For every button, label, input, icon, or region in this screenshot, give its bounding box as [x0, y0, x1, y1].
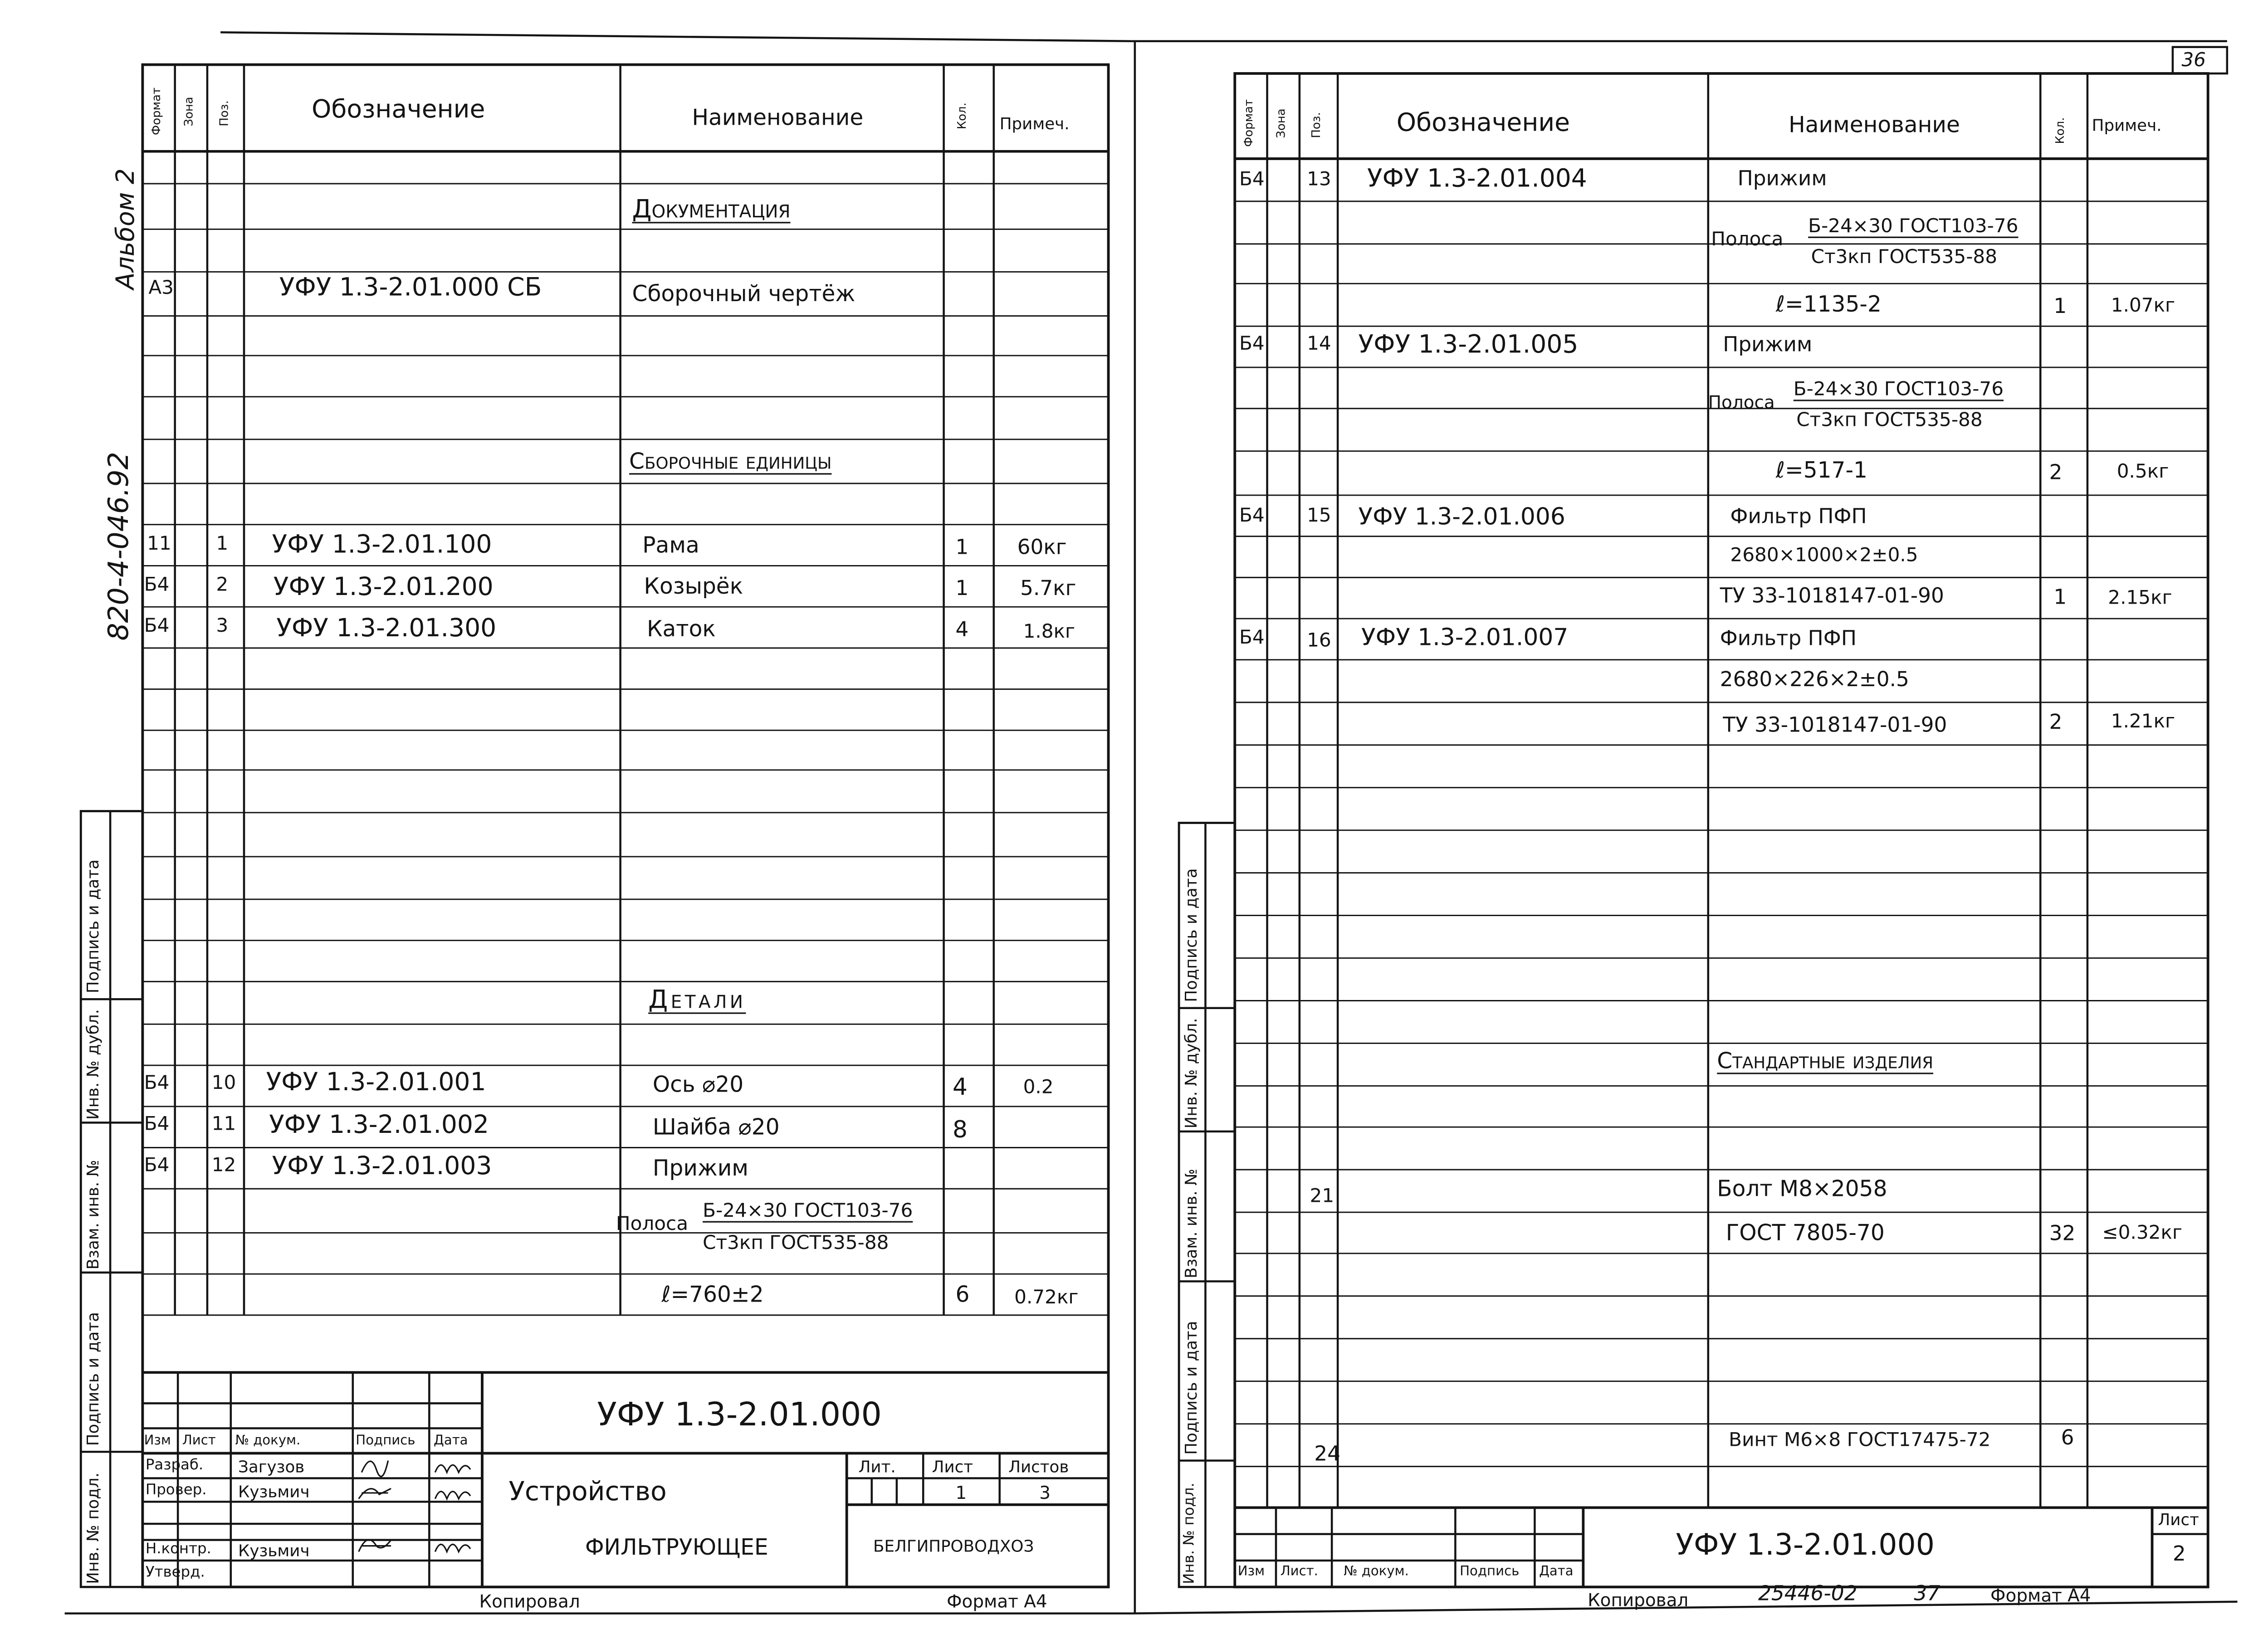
row-designation: УФУ 1.3-2.01.200	[273, 573, 494, 603]
tb-sheet-label: Лист	[932, 1458, 973, 1477]
row-name: Шайба ⌀20	[652, 1113, 780, 1141]
section-assemblies: Сборочные единицы	[629, 448, 832, 475]
row-format: А3	[148, 278, 174, 300]
header-qty: Кол.	[2053, 117, 2067, 144]
row-pos: 15	[1307, 505, 1331, 528]
row-name: Прижим	[1723, 333, 1813, 357]
tb-head-doc: № докум.	[1344, 1565, 1409, 1580]
header-designation: Обозначение	[1396, 108, 1570, 138]
section-documentation: Документация	[632, 195, 791, 225]
row-note: 2.15кг	[2108, 588, 2172, 610]
row-name: Сборочный чертёж	[632, 280, 855, 307]
tb-role: Утверд.	[145, 1565, 205, 1581]
row-designation: УФУ 1.3-2.01.300	[276, 614, 497, 644]
tb-organization: БЕЛГИПРОВОДХОЗ	[873, 1537, 1034, 1556]
tb-designation: УФУ 1.3-2.01.000	[1676, 1527, 1935, 1562]
row-pos: 11	[211, 1113, 236, 1136]
row-designation: УФУ 1.3-2.01.005	[1358, 331, 1579, 360]
strip-bottom: Ст3кп ГОСТ535-88	[703, 1233, 889, 1255]
row-designation: УФУ 1.3-2.01.100	[272, 530, 492, 560]
sheet1-code-label: 820-4-046.92	[103, 452, 136, 641]
side-label-original-inv: Инв. № подл.	[1182, 1483, 1198, 1584]
tb-sheet-value: 2	[2172, 1543, 2186, 1566]
side-label-signature-bottom: Подпись и дата	[1182, 1321, 1201, 1455]
tb-head-sheet: Лист	[182, 1434, 216, 1449]
header-pos: Поз.	[217, 100, 231, 127]
bolt-pos: 21	[1310, 1185, 1334, 1208]
tb-head-change: Изм	[1237, 1565, 1265, 1580]
row-qty: 2	[2049, 461, 2063, 485]
bolt-note: ≤0.32кг	[2102, 1222, 2183, 1245]
footer-format: Формат А4	[947, 1591, 1047, 1612]
row-spec: ТУ 33-1018147-01-90	[1720, 585, 1944, 609]
side-label-signature-bottom: Подпись и дата	[83, 1312, 103, 1446]
row-pos: 3	[216, 615, 229, 638]
row-format: Б4	[144, 1113, 170, 1136]
tb-head-date: Дата	[434, 1434, 468, 1449]
header-zone: Зона	[182, 97, 196, 127]
side-label-original-inv: Инв. № подл.	[83, 1472, 103, 1584]
row-qty: 1	[2053, 295, 2067, 319]
row-qty: 2	[2049, 711, 2063, 735]
header-note: Примеч.	[2092, 116, 2162, 136]
footer-order: 25446-02	[1758, 1582, 1857, 1606]
side-label-dup-inv: Инв. № дубл.	[1182, 1018, 1201, 1129]
length-value: ℓ=760±2	[661, 1281, 764, 1308]
row-qty: 1	[2053, 586, 2067, 610]
header-name: Наименование	[1789, 112, 1960, 138]
header-designation: Обозначение	[312, 95, 485, 125]
row-pos: 13	[1307, 169, 1331, 191]
row-name: Каток	[646, 615, 716, 642]
tb-title-line2: ФИЛЬТРУЮЩЕЕ	[585, 1534, 768, 1561]
row-designation: УФУ 1.3-2.01.002	[269, 1111, 489, 1141]
tb-head-date: Дата	[1539, 1565, 1574, 1580]
row-qty: 1	[955, 577, 969, 601]
tb-head-change: Изм	[144, 1434, 171, 1449]
footer-copied: Копировал	[479, 1591, 580, 1612]
tb-role: Н.контр.	[145, 1541, 211, 1558]
row-designation: УФУ 1.3-2.01.006	[1358, 502, 1565, 531]
side-label-signature-top: Подпись и дата	[1182, 868, 1201, 1002]
row-pos: 14	[1307, 333, 1331, 356]
tb-sheets-label: Листов	[1008, 1458, 1069, 1477]
row-name: Прижим	[652, 1155, 749, 1182]
row-format: Б4	[144, 1073, 170, 1095]
header-zone: Зона	[1274, 108, 1288, 138]
tb-head-signature: Подпись	[1460, 1565, 1520, 1580]
section-details: Детали	[648, 986, 746, 1015]
bolt-line2: ГОСТ 7805-70	[1725, 1219, 1885, 1246]
row-pos: 1	[216, 533, 229, 556]
header-format: Формат	[1242, 99, 1256, 147]
tb-sheet-label: Лист	[2158, 1510, 2199, 1530]
row-designation: УФУ 1.3-2.01.004	[1367, 164, 1587, 194]
row-note: 1.07кг	[2111, 295, 2175, 317]
sheet1-album-label: Альбом 2	[112, 168, 142, 290]
row-note: 5.7кг	[1020, 577, 1076, 601]
row-note: 1.21кг	[2111, 711, 2175, 733]
screw-name: Винт М6×8 ГОСТ17475-72	[1729, 1429, 1991, 1452]
row-pos: 10	[211, 1073, 236, 1095]
page-number: 36	[2181, 50, 2206, 72]
row-format: 11	[147, 533, 171, 556]
tb-title-line1: Устройство	[508, 1477, 667, 1508]
row-format: Б4	[1239, 505, 1265, 528]
row-qty: 8	[953, 1115, 968, 1143]
row-name: Прижим	[1737, 167, 1827, 191]
bolt-line1: Болт М8×2058	[1717, 1176, 1887, 1202]
header-name: Наименование	[692, 104, 864, 131]
row-pos: 16	[1307, 630, 1331, 653]
row-format: Б4	[144, 1155, 170, 1177]
screw-qty: 6	[2061, 1427, 2074, 1450]
tb-head-doc: № докум.	[235, 1434, 301, 1449]
row-format: Б4	[1239, 169, 1265, 191]
row-designation: УФУ 1.3-2.01.003	[272, 1152, 492, 1182]
row-pos: 12	[211, 1155, 236, 1177]
bolt-qty: 32	[2049, 1222, 2076, 1246]
strip-top: Б-24×30 ГОСТ103-76	[1793, 379, 2004, 401]
row-note: 0.5кг	[2116, 461, 2169, 483]
row-designation: УФУ 1.3-2.01.001	[266, 1068, 486, 1098]
row-qty: 4	[953, 1073, 968, 1101]
side-label-dup-inv: Инв. № дубл.	[83, 1009, 103, 1120]
footer-format: Формат А4	[1990, 1585, 2091, 1606]
row-format: Б4	[144, 615, 170, 638]
row-note: 60кг	[1017, 536, 1067, 560]
strip-top: Б-24×30 ГОСТ103-76	[1808, 216, 2019, 238]
tb-sheets-value: 3	[1039, 1483, 1051, 1503]
row-name: Фильтр ПФП	[1730, 505, 1867, 529]
row-dims: 2680×226×2±0.5	[1720, 668, 1909, 693]
row-length: ℓ=517-1	[1775, 457, 1867, 483]
strip-bottom: Ст3кп ГОСТ535-88	[1796, 410, 1983, 432]
tb-person: Кузьмич	[238, 1541, 310, 1561]
row-designation: УФУ 1.3-2.01.007	[1361, 623, 1569, 651]
screw-pos: 24	[1314, 1443, 1341, 1467]
row-name: Рама	[642, 532, 699, 559]
row-format: Б4	[144, 574, 170, 597]
row-format: Б4	[1239, 333, 1265, 356]
side-label-replace-inv: Взам. инв. №	[1182, 1168, 1201, 1278]
header-note: Примеч.	[999, 114, 1070, 134]
length-qty: 6	[955, 1281, 970, 1308]
header-pos: Поз.	[1310, 112, 1323, 138]
tb-lit-label: Лит.	[858, 1458, 896, 1477]
row-qty: 4	[955, 619, 969, 642]
row-pos: 2	[216, 574, 229, 597]
side-label-replace-inv: Взам. инв. №	[83, 1160, 103, 1270]
row-name: Козырёк	[644, 573, 743, 600]
row-name: Фильтр ПФП	[1720, 627, 1857, 651]
row-length: ℓ=1135-2	[1775, 291, 1882, 317]
row-designation: УФУ 1.3-2.01.000 СБ	[279, 273, 542, 303]
footer-page: 37	[1914, 1582, 1941, 1606]
section-standard-items: Стандартные изделия	[1717, 1048, 1934, 1074]
row-name: Ось ⌀20	[652, 1071, 744, 1098]
row-note: 0.2	[1023, 1077, 1054, 1099]
row-format: Б4	[1239, 627, 1265, 650]
tb-role: Разраб.	[145, 1458, 204, 1474]
strip-top: Б-24×30 ГОСТ103-76	[703, 1200, 913, 1223]
side-label-signature-top: Подпись и дата	[83, 859, 103, 994]
tb-role: Провер.	[145, 1483, 207, 1499]
footer-copied: Копировал	[1588, 1590, 1689, 1611]
row-spec: ТУ 33-1018147-01-90	[1723, 714, 1947, 738]
header-format: Формат	[150, 87, 163, 136]
tb-person: Загузов	[238, 1458, 305, 1477]
header-qty: Кол.	[955, 102, 969, 130]
row-dims: 2680×1000×2±0.5	[1730, 545, 1918, 567]
strip-label: Полоса	[1708, 392, 1775, 413]
tb-person: Кузьмич	[238, 1483, 310, 1502]
strip-label: Полоса	[616, 1214, 689, 1236]
strip-label: Полоса	[1711, 229, 1784, 252]
length-note: 0.72кг	[1014, 1287, 1079, 1309]
row-qty: 1	[955, 536, 969, 560]
tb-designation: УФУ 1.3-2.01.000	[597, 1397, 882, 1434]
tb-sheet-value: 1	[955, 1483, 967, 1503]
row-note: 1.8кг	[1023, 621, 1075, 644]
tb-head-signature: Подпись	[356, 1434, 415, 1449]
tb-head-sheet: Лист.	[1280, 1565, 1318, 1580]
strip-bottom: Ст3кп ГОСТ535-88	[1811, 247, 1998, 269]
